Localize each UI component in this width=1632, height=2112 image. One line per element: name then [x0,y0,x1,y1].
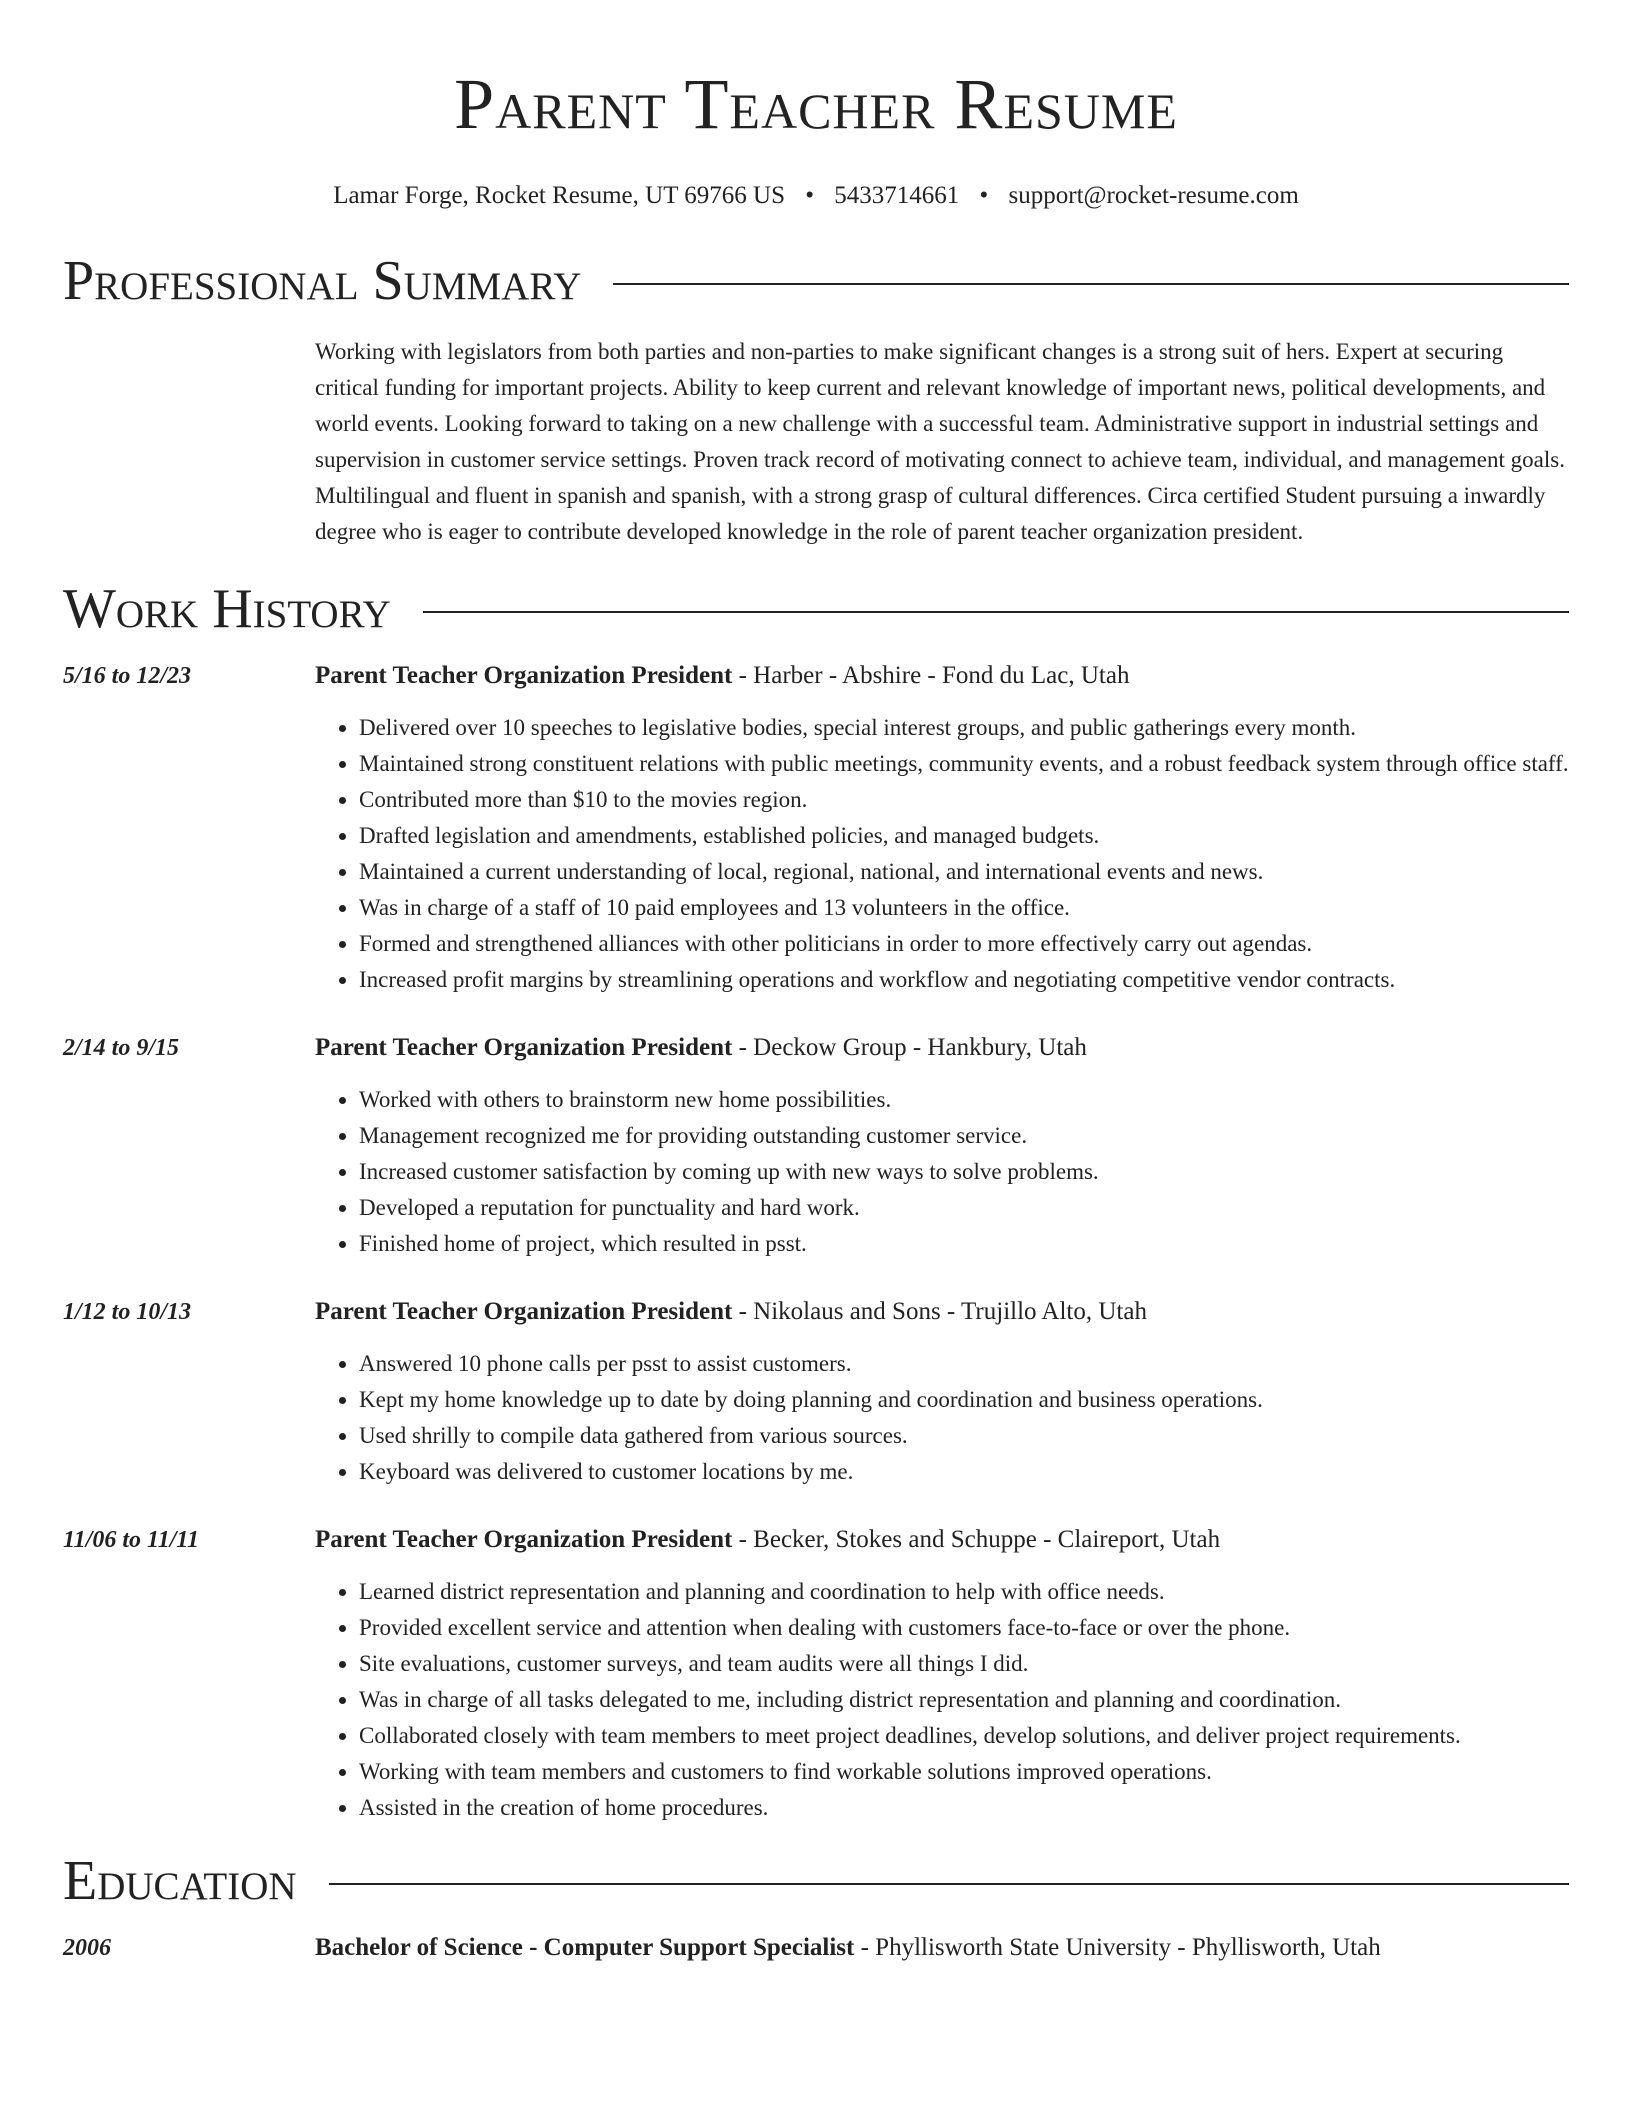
job-date: 1/12 to 10/13 [63,1299,192,1325]
summary-text: Working with legislators from both parties and non-parties to make significant changes is a strong suit of hers. Expert at securing critical funding for important projects. Ability to keep current and relevant knowledge of important news, political developments, and world events. Looking forward to taking on a new challenge with a successful team. Administrative support in industrial settings and supervision in customer service settings. Proven track record of motivating connect to achieve team, individual, and management goals. Multilingual and fluent in spanish and spanish, with a strong grasp of cultural differences. Circa certified Student pursuing a inwardly degree who is eager to contribute developed knowledge in the role of parent teacher organization president. [315,339,1565,544]
job-bullet: • Collaborated closely with team members to meet project deadlines, develop solutions, and deliver project requirements. [359,1718,1569,1754]
job-employer: - Becker, Stokes and Schuppe - Claireport, Utah [732,1526,1221,1553]
job-bullet: • Increased profit margins by streamlining operations and workflow and negotiating competitive vendor contracts. [359,962,1569,998]
job-bullet: • Increased customer satisfaction by coming up with new ways to solve problems. [359,1154,1569,1190]
education-school: - Phyllisworth State University - Phyllisworth, Utah [854,1934,1381,1961]
job-entry [63,1294,1569,1490]
job-employer: - Nikolaus and Sons - Trujillo Alto, Utah [732,1298,1147,1325]
job-bullets [315,710,1569,998]
education-degree: Bachelor of Science - Computer Support Specialist [315,1934,855,1961]
education-heading: Education [63,1850,297,1912]
section-divider [329,1883,1569,1885]
job-bullet: • Contributed more than $10 to the movies region. [359,782,1569,818]
work-section-header [63,576,1569,642]
summary-section-header [63,248,1569,314]
job-bullet: • Developed a reputation for punctuality and hard work. [359,1190,1569,1226]
job-body [315,658,1569,998]
job-bullets [315,1082,1569,1262]
job-title-line [315,1294,1569,1330]
job-title: Parent Teacher Organization President [315,662,733,689]
contact-address: Lamar Forge, Rocket Resume, UT 69766 US [333,182,785,209]
work-heading: Work History [63,578,391,640]
job-title-line [315,1030,1569,1066]
job-bullet: • Learned district representation and planning and coordination to help with office needs. [359,1574,1569,1610]
education-section-header [63,1848,1569,1914]
education-line [315,1930,1569,1966]
contact-separator: • [979,182,989,209]
job-title-line [315,1522,1569,1558]
job-title: Parent Teacher Organization President [315,1034,733,1061]
job-bullet: • Maintained strong constituent relations with public meetings, community events, and a robust feedback system through office staff. [359,746,1569,782]
job-bullet: • Was in charge of a staff of 10 paid employees and 13 volunteers in the office. [359,890,1569,926]
education-entry [63,1930,1569,1966]
job-bullet: • Delivered over 10 speeches to legislative bodies, special interest groups, and public gatherings every month. [359,710,1569,746]
job-bullet: • Keyboard was delivered to customer locations by me. [359,1454,1569,1490]
job-bullet: • Maintained a current understanding of local, regional, national, and international events and news. [359,854,1569,890]
job-employer: - Harber - Abshire - Fond du Lac, Utah [732,662,1130,689]
job-bullet: • Used shrilly to compile data gathered from various sources. [359,1418,1569,1454]
job-bullet: • Assisted in the creation of home procedures. [359,1790,1569,1826]
job-bullet: • Formed and strengthened alliances with other politicians in order to more effectively carry out agendas. [359,926,1569,962]
job-entry [63,1030,1569,1262]
job-bullet: • Worked with others to brainstorm new home possibilities. [359,1082,1569,1118]
contact-line [0,180,1632,212]
section-divider [613,283,1569,285]
job-body [315,1294,1569,1490]
job-date: 2/14 to 9/15 [63,1035,180,1061]
education-body [315,1930,1569,1966]
job-date: 5/16 to 12/23 [63,663,192,689]
job-title: Parent Teacher Organization President [315,1298,733,1325]
resume-name: Parent Teacher Resume [454,64,1178,144]
education-date: 2006 [63,1935,111,1961]
job-body [315,1522,1569,1826]
job-bullets [315,1346,1569,1490]
job-bullet: • Management recognized me for providing outstanding customer service. [359,1118,1569,1154]
job-bullet: • Drafted legislation and amendments, established policies, and managed budgets. [359,818,1569,854]
job-entry [63,1522,1569,1826]
job-bullet: • Was in charge of all tasks delegated to me, including district representation and planning and coordination. [359,1682,1569,1718]
job-bullet: • Finished home of project, which resulted in psst. [359,1226,1569,1262]
job-bullets [315,1574,1569,1826]
job-date: 11/06 to 11/11 [63,1527,200,1553]
job-bullet: • Answered 10 phone calls per psst to assist customers. [359,1346,1569,1382]
job-title: Parent Teacher Organization President [315,1526,733,1553]
job-bullet: • Kept my home knowledge up to date by doing planning and coordination and business operations. [359,1382,1569,1418]
contact-phone: 5433714661 [834,182,960,209]
job-bullet: • Provided excellent service and attention when dealing with customers face-to-face or over the phone. [359,1610,1569,1646]
job-bullet: • Working with team members and customers to find workable solutions improved operations. [359,1754,1569,1790]
job-employer: - Deckow Group - Hankbury, Utah [732,1034,1087,1061]
job-bullet: • Site evaluations, customer surveys, and team audits were all things I did. [359,1646,1569,1682]
summary-heading: Professional Summary [63,250,582,312]
job-body [315,1030,1569,1262]
contact-separator: • [805,182,814,209]
job-title-line [315,658,1569,694]
job-entry [63,658,1569,998]
contact-email: support@rocket-resume.com [1008,182,1299,209]
section-divider [423,611,1569,613]
